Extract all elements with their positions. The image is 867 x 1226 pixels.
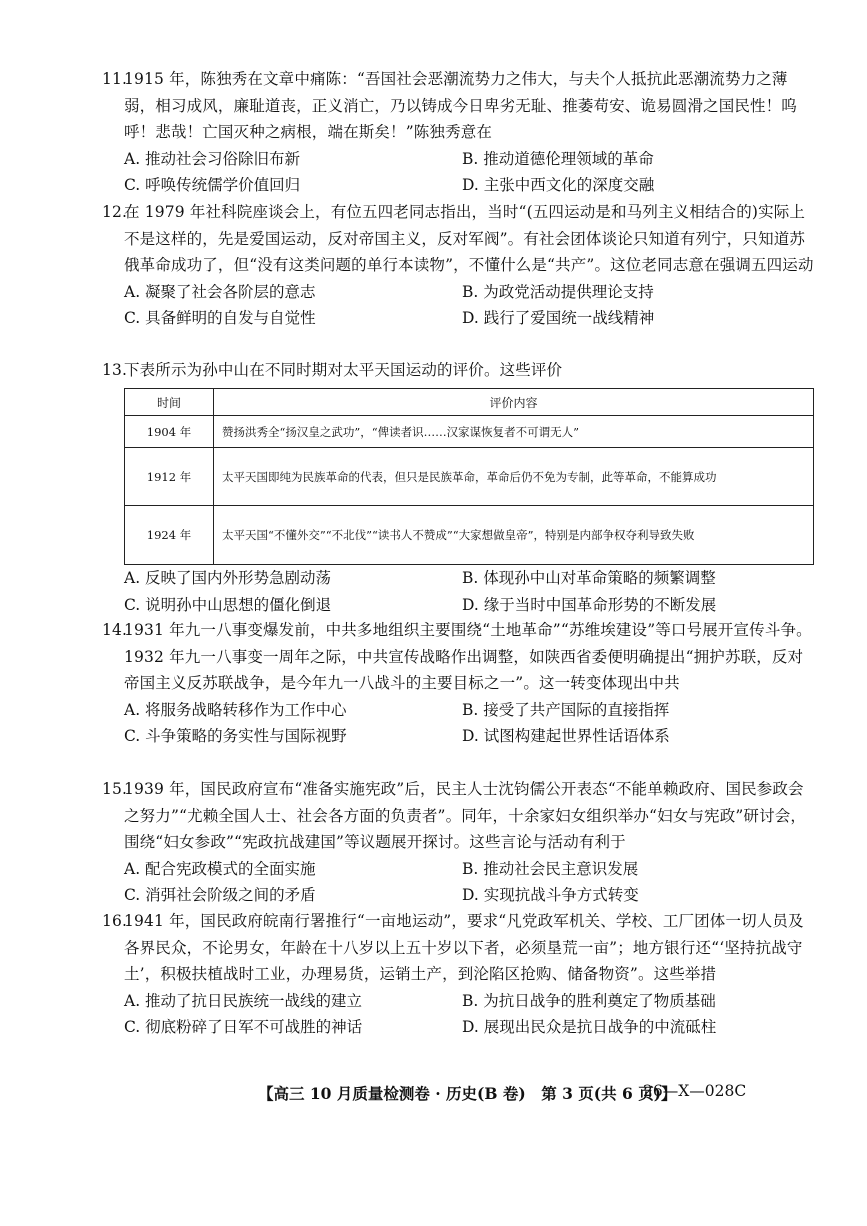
table-cell-content: 太平天国“不懂外交”“不北伐”“读书人不赞成”“大家想做皇帝”，特别是内部争权夺利导致失败 (214, 506, 814, 565)
option-c: C. 彻底粉碎了日军不可战胜的神话 (124, 1018, 363, 1036)
question-number: 13. (102, 361, 128, 379)
question-13-options (124, 565, 814, 618)
option-a: A. 反映了国内外形势急剧动荡 (124, 569, 332, 587)
option-b: B. 体现孙中山对革命策略的频繁调整 (462, 569, 716, 587)
question-number: 11. (102, 70, 128, 88)
table-row (125, 416, 814, 448)
table-header-content: 评价内容 (214, 389, 814, 416)
options (124, 146, 814, 199)
question-stem (102, 199, 814, 279)
question-stem (102, 776, 814, 856)
option-d: D. 主张中西文化的深度交融 (462, 176, 655, 194)
table-cell-time: 1912 年 (125, 448, 214, 506)
option-c: C. 说明孙中山思想的僵化倒退 (124, 595, 332, 614)
paper-code: 26—X—028C (643, 1082, 747, 1100)
option-c: C. 消弭社会阶级之间的矛盾 (124, 886, 316, 904)
option-c: C. 呼唤传统儒学价值回归 (124, 176, 301, 194)
question-number: 12. (102, 203, 128, 221)
question-11 (102, 66, 814, 199)
question-text: 在 1979 年社科院座谈会上，有位五四老同志指出，当时“(五四运动是和马列主义相结合的)实际上不是这样的，先是爱国运动，反对帝国主义，反对军阀”。有社会团体谈论只知道有列宁，只知道苏俄革命成功了，但“没有这类问题的单行本读物”，不懂什么是“共产”。这位老同志意在强调五四运动 (124, 203, 814, 274)
page-footer (258, 1082, 747, 1104)
question-14 (102, 617, 814, 750)
question-stem (102, 66, 814, 146)
options (124, 565, 814, 618)
question-text: 下表所示为孙中山在不同时期对太平天国运动的评价。这些评价 (124, 361, 563, 379)
options (124, 856, 814, 909)
option-b: B. 为政党活动提供理论支持 (462, 282, 654, 301)
question-text: 1939 年，国民政府宣布“准备实施宪政”后，民主人士沈钧儒公开表态“不能单赖政府、国民参政会之努力”“尤赖全国人士、社会各方面的负责者”。同年，十余家妇女组织举办“妇女与宪政”研讨会，围绕“妇女参政”“宪政抗战建国”等议题展开探讨。这些言论与活动有利于 (124, 780, 807, 851)
options (124, 279, 814, 332)
question-text: 1941 年，国民政府皖南行署推行“一亩地运动”，要求“凡党政军机关、学校、工厂团体一切人员及各界民众，不论男女，年龄在十八岁以上五十岁以下者，必须垦荒一亩”；地方银行还“‘坚持抗战守土’，积极扶植战时工业，办理易货，运销土产，到沦陷区抢购、储备物资”。这些举措 (124, 912, 804, 983)
option-a: A. 推动了抗日民族统一战线的建立 (124, 991, 363, 1010)
question-number: 15. (102, 780, 128, 798)
table-row (125, 506, 814, 565)
question-number: 16. (102, 912, 128, 930)
table-cell-time: 1924 年 (125, 506, 214, 565)
table-cell-time: 1904 年 (125, 416, 214, 448)
option-a: A. 凝聚了社会各阶层的意志 (124, 282, 316, 301)
option-b: B. 为抗日战争的胜利奠定了物质基础 (462, 991, 716, 1010)
option-b: B. 推动道德伦理领域的革命 (462, 149, 654, 168)
options (124, 697, 814, 750)
question-15 (102, 776, 814, 909)
option-d: D. 实现抗战斗争方式转变 (462, 886, 639, 904)
options (124, 988, 814, 1041)
question-16 (102, 908, 814, 1041)
option-d: D. 缘于当时中国革命形势的不断发展 (462, 595, 717, 614)
question-stem (102, 617, 814, 697)
option-b: B. 接受了共产国际的直接指挥 (462, 700, 670, 719)
table-cell-content: 太平天国即纯为民族革命的代表，但只是民族革命，革命后仍不免为专制，此等革命，不能算成功 (214, 448, 814, 506)
option-c: C. 斗争策略的务实性与国际视野 (124, 727, 347, 745)
option-a: A. 推动社会习俗除旧布新 (124, 149, 301, 168)
question-stem (102, 908, 814, 988)
question-text: 1915 年，陈独秀在文章中痛陈：“吾国社会恶潮流势力之伟大，与夫个人抵抗此恶潮流势力之薄弱，相习成风，廉耻道丧，正义消亡，乃以铸成今日卑劣无耻、推萎苟安、诡易圆滑之国民性！呜呼！悲哉！亡国灭种之病根，端在斯矣！”陈独秀意在 (124, 70, 797, 141)
question-stem (102, 357, 814, 384)
question-12 (102, 199, 814, 332)
table-row (125, 448, 814, 506)
option-d: D. 展现出民众是抗日战争的中流砥柱 (462, 1018, 717, 1036)
table-cell-content: 赞扬洪秀全“扬汉皇之武功”，“俾读者识……汉家谋恢复者不可谓无人” (214, 416, 814, 448)
table-header-time: 时间 (125, 389, 214, 416)
option-b: B. 推动社会民主意识发展 (462, 859, 639, 878)
option-a: A. 配合宪政模式的全面实施 (124, 859, 316, 878)
question-text: 1931 年九一八事变爆发前，中共多地组织主要围绕“土地革命”“苏维埃建设”等口号展开宣传斗争。1932 年九一八事变一周年之际，中共宣传战略作出调整，如陕西省委便明确提出“拥护苏联，反对帝国主义反苏联战争，是今年九一八战斗的主要目标之一”。这一转变体现出中共 (124, 621, 812, 692)
question-number: 14. (102, 621, 128, 639)
option-c: C. 具备鲜明的自发与自觉性 (124, 309, 316, 327)
question-13 (102, 357, 814, 384)
option-d: D. 践行了爱国统一战线精神 (462, 309, 655, 327)
footer-title: 【高三 10 月质量检测卷 · 历史(B 卷) 第 3 页(共 6 页)】 (258, 1084, 677, 1103)
option-d: D. 试图构建起世界性话语体系 (462, 727, 670, 745)
option-a: A. 将服务战略转移作为工作中心 (124, 700, 347, 719)
evaluation-table (124, 388, 814, 565)
